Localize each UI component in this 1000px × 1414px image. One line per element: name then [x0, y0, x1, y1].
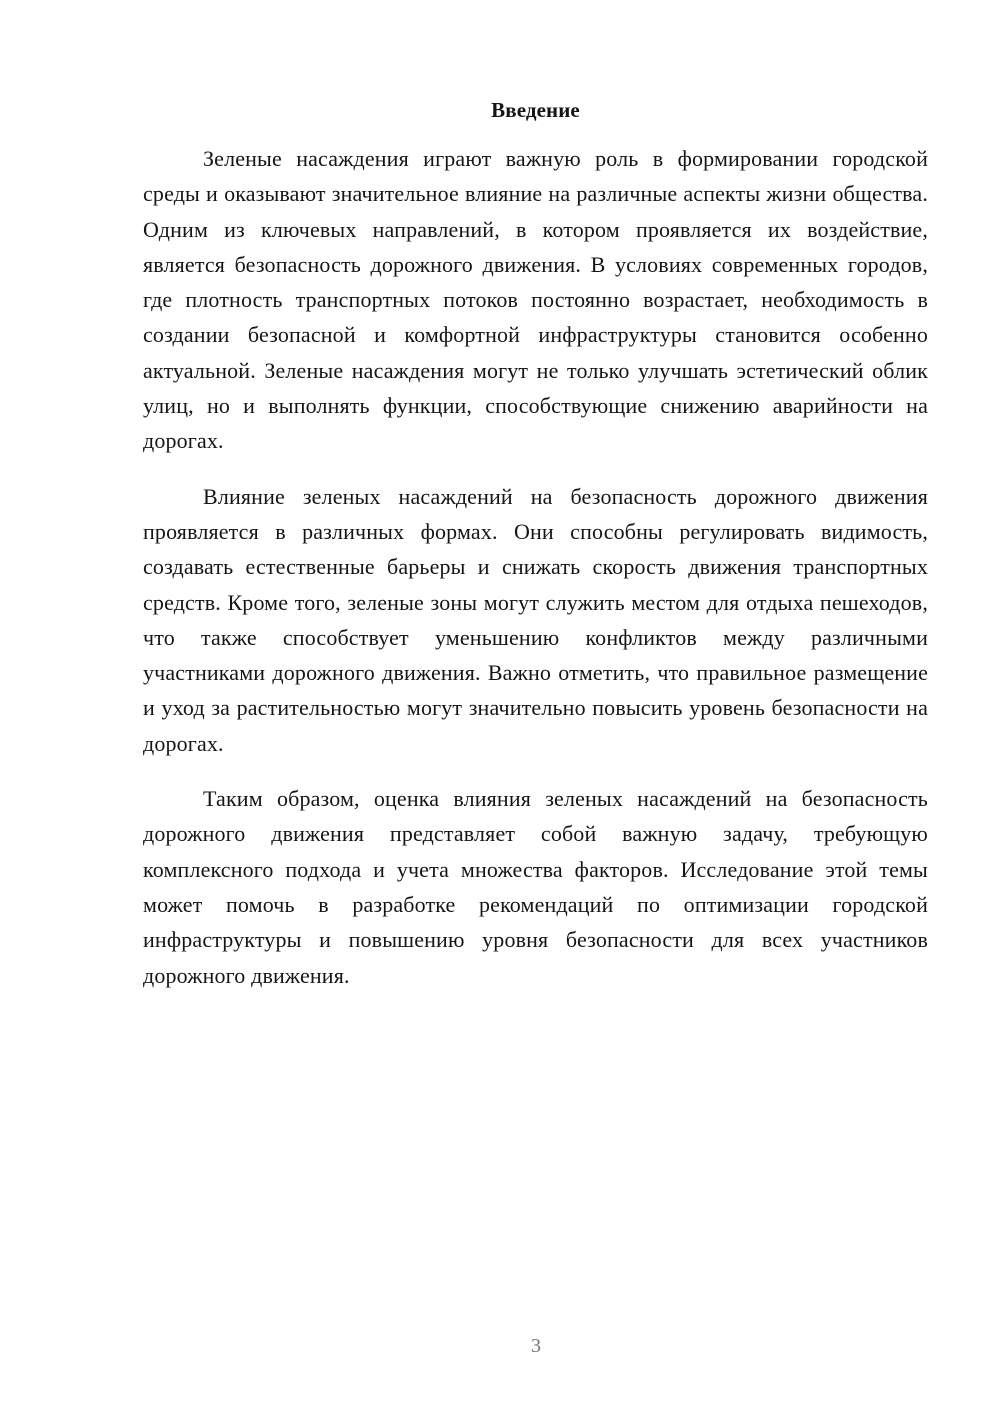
page-content — [143, 93, 928, 993]
page-number: 3 — [531, 1335, 541, 1357]
section-title: Введение — [491, 98, 580, 122]
paragraph-1: Зеленые насаждения играют важную роль в формировании городской среды и оказывают значительное влияние на различные аспекты жизни общества. Одним из ключевых направлений, в котором проявляется их воздействие, является безопасность дорожного движения. В условиях современных городов, где плотность транспортных потоков постоянно возрастает, необходимость в создании безопасной и комфортной инфраструктуры становится особенно актуальной. Зеленые насаждения могут не только улучшать эстетический облик улиц, но и выполнять функции, способствующие снижению аварийности на дорогах. — [143, 146, 928, 454]
paragraph-2: Влияние зеленых насаждений на безопасность дорожного движения проявляется в различных формах. Они способны регулировать видимость, создавать естественные барьеры и снижать скорость движения транспортных средств. Кроме того, зеленые зоны могут служить местом для отдыха пешеходов, что также способствует уменьшению конфликтов между различными участниками дорожного движения. Важно отметить, что правильное размещение и уход за растительностью могут значительно повысить уровень безопасности на дорогах. — [143, 483, 928, 756]
paragraph-3: Таким образом, оценка влияния зеленых насаждений на безопасность дорожного движения представляет собой важную задачу, требующую комплексного подхода и учета множества факторов. Исследование этой темы может помочь в разработке рекомендаций по оптимизации городской инфраструктуры и повышению уровня безопасности для всех участников дорожного движения. — [143, 786, 928, 988]
